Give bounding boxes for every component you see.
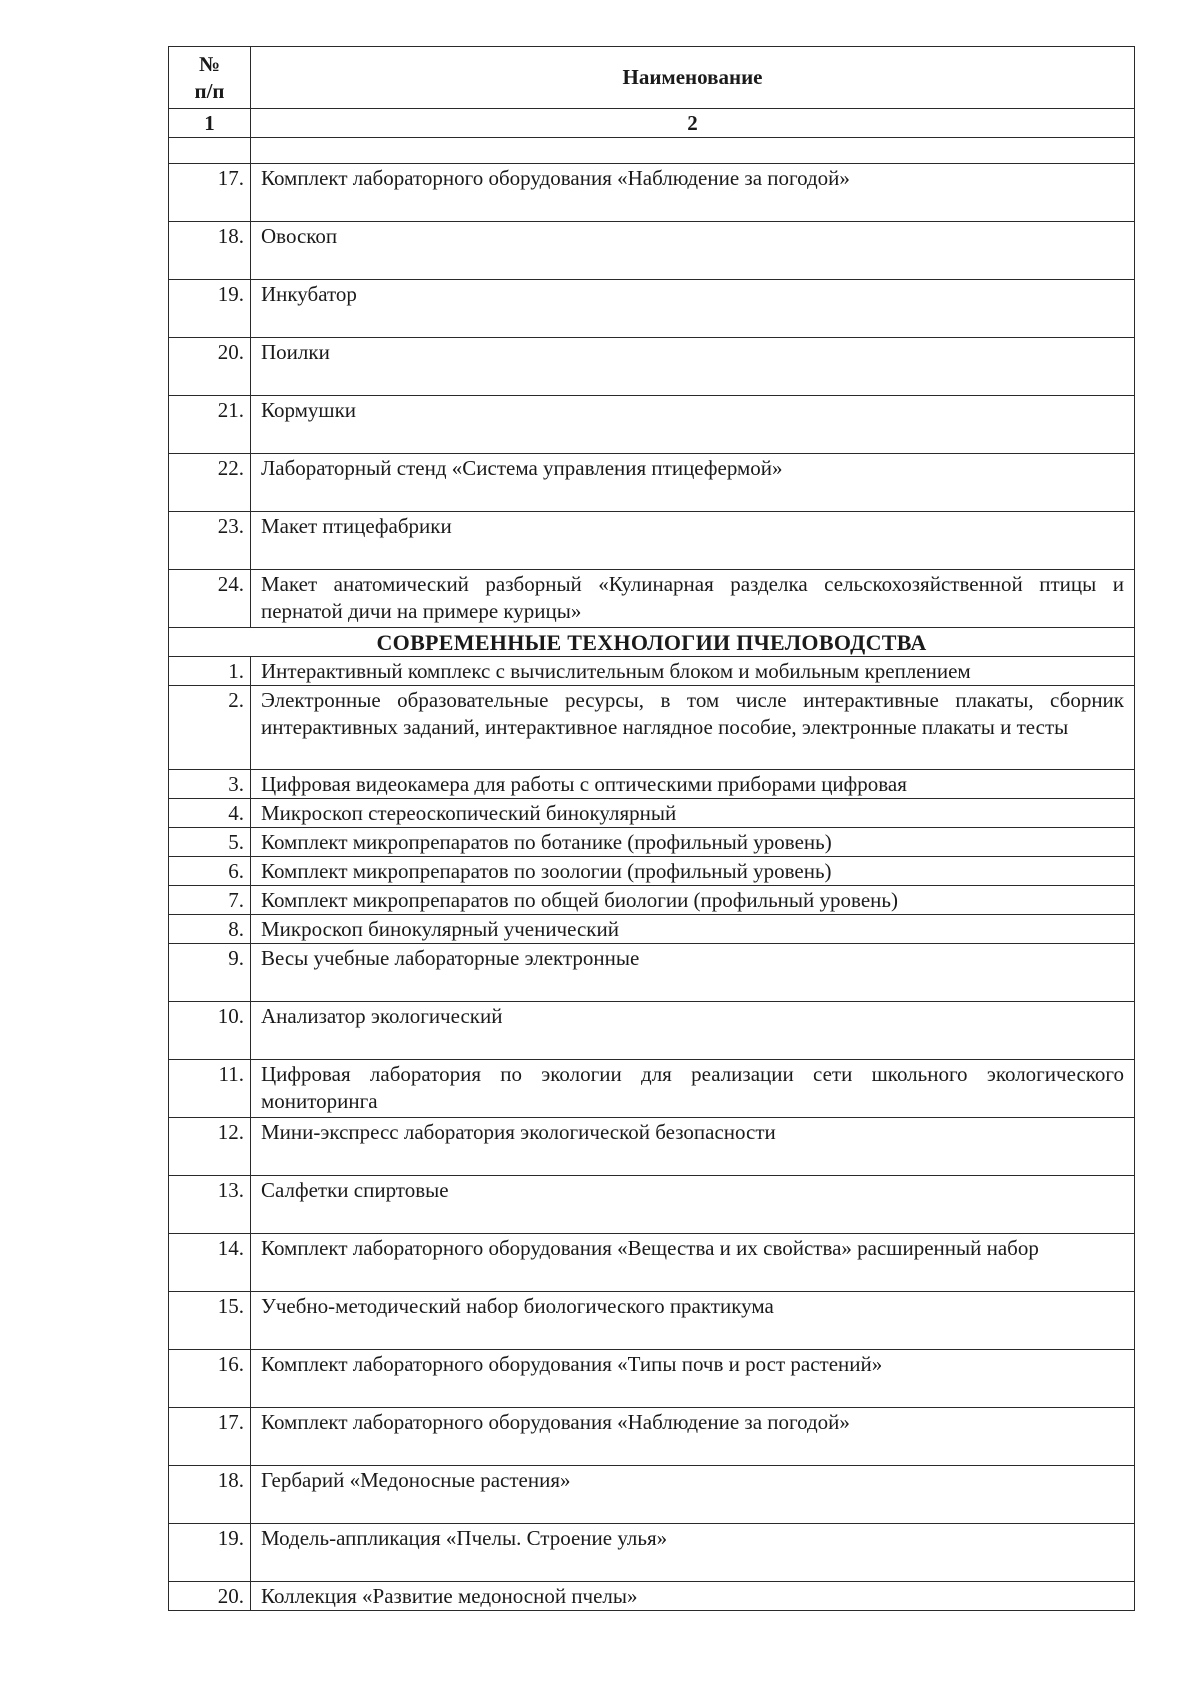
table-row xyxy=(169,1292,1135,1350)
row-name: Овоскоп xyxy=(251,222,1135,280)
table-row xyxy=(169,799,1135,828)
row-number: 11. xyxy=(169,1060,251,1118)
row-name: Мини-экспресс лаборатория экологической безопасности xyxy=(251,1118,1135,1176)
table-body xyxy=(169,138,1135,1611)
row-name: Модель-аппликация «Пчелы. Строение улья» xyxy=(251,1524,1135,1582)
row-number: 10. xyxy=(169,1002,251,1060)
row-number: 17. xyxy=(169,164,251,222)
row-name: Макет птицефабрики xyxy=(251,512,1135,570)
row-name: Весы учебные лабораторные электронные xyxy=(251,944,1135,1002)
table-row xyxy=(169,1582,1135,1611)
table-row xyxy=(169,1060,1135,1118)
table-row xyxy=(169,512,1135,570)
spacer-row xyxy=(169,138,1135,164)
row-name: Гербарий «Медоносные растения» xyxy=(251,1466,1135,1524)
row-number: 18. xyxy=(169,222,251,280)
row-name: Электронные образовательные ресурсы, в том числе интерактивные плакаты, сборник интерактивных заданий, интерактивное наглядное пособие, электронные плакаты и тесты xyxy=(251,686,1135,770)
table-row xyxy=(169,1118,1135,1176)
row-number: 22. xyxy=(169,454,251,512)
table-row xyxy=(169,222,1135,280)
row-number: 20. xyxy=(169,338,251,396)
table-row xyxy=(169,1466,1135,1524)
table-row xyxy=(169,280,1135,338)
row-name: Комплект лабораторного оборудования «Наблюдение за погодой» xyxy=(251,164,1135,222)
row-name: Комплект лабораторного оборудования «Вещества и их свойства» расширенный набор xyxy=(251,1234,1135,1292)
table-row xyxy=(169,944,1135,1002)
row-name: Инкубатор xyxy=(251,280,1135,338)
row-number: 21. xyxy=(169,396,251,454)
row-name: Комплект микропрепаратов по общей биологии (профильный уровень) xyxy=(251,886,1135,915)
table-row xyxy=(169,570,1135,628)
table-row xyxy=(169,828,1135,857)
table-row xyxy=(169,915,1135,944)
row-number: 8. xyxy=(169,915,251,944)
table-row xyxy=(169,770,1135,799)
row-number: 3. xyxy=(169,770,251,799)
row-name: Комплект лабораторного оборудования «Наблюдение за погодой» xyxy=(251,1408,1135,1466)
table-row xyxy=(169,686,1135,770)
section-row xyxy=(169,628,1135,657)
row-number: 13. xyxy=(169,1176,251,1234)
row-number: 19. xyxy=(169,280,251,338)
table-row xyxy=(169,1350,1135,1408)
row-name: Поилки xyxy=(251,338,1135,396)
row-number: 24. xyxy=(169,570,251,628)
row-name: Комплект микропрепаратов по ботанике (профильный уровень) xyxy=(251,828,1135,857)
row-name: Кормушки xyxy=(251,396,1135,454)
row-name: Цифровая лаборатория по экологии для реализации сети школьного экологического мониторинга xyxy=(251,1060,1135,1118)
row-name: Лабораторный стенд «Система управления птицефермой» xyxy=(251,454,1135,512)
table-row xyxy=(169,886,1135,915)
table-row xyxy=(169,1408,1135,1466)
row-name: Учебно-методический набор биологического практикума xyxy=(251,1292,1135,1350)
row-name: Коллекция «Развитие медоносной пчелы» xyxy=(251,1582,1135,1611)
row-name: Макет анатомический разборный «Кулинарная разделка сельскохозяйственной птицы и пернатой дичи на примере курицы» xyxy=(251,570,1135,628)
row-number: 12. xyxy=(169,1118,251,1176)
row-name: Микроскоп бинокулярный ученический xyxy=(251,915,1135,944)
row-number: 16. xyxy=(169,1350,251,1408)
equipment-table xyxy=(168,46,1135,1611)
table-row xyxy=(169,454,1135,512)
table-row xyxy=(169,1176,1135,1234)
row-number: 15. xyxy=(169,1292,251,1350)
row-number: 6. xyxy=(169,857,251,886)
header-num: № п/п xyxy=(169,47,251,109)
row-name: Анализатор экологический xyxy=(251,1002,1135,1060)
header-name: Наименование xyxy=(251,47,1135,109)
row-name: Салфетки спиртовые xyxy=(251,1176,1135,1234)
row-number: 17. xyxy=(169,1408,251,1466)
row-name: Интерактивный комплекс с вычислительным блоком и мобильным креплением xyxy=(251,657,1135,686)
row-number: 7. xyxy=(169,886,251,915)
row-number: 23. xyxy=(169,512,251,570)
row-number: 2. xyxy=(169,686,251,770)
table-row xyxy=(169,1002,1135,1060)
table-row xyxy=(169,857,1135,886)
row-number: 20. xyxy=(169,1582,251,1611)
table-row xyxy=(169,1524,1135,1582)
row-number: 1. xyxy=(169,657,251,686)
row-name: Микроскоп стереоскопический бинокулярный xyxy=(251,799,1135,828)
row-number: 19. xyxy=(169,1524,251,1582)
table-row xyxy=(169,338,1135,396)
row-number: 18. xyxy=(169,1466,251,1524)
row-number: 4. xyxy=(169,799,251,828)
table-row xyxy=(169,1234,1135,1292)
table-row xyxy=(169,657,1135,686)
row-name: Цифровая видеокамера для работы с оптическими приборами цифровая xyxy=(251,770,1135,799)
table-header-row xyxy=(169,47,1135,109)
table-row xyxy=(169,164,1135,222)
section-title: СОВРЕМЕННЫЕ ТЕХНОЛОГИИ ПЧЕЛОВОДСТВА xyxy=(169,628,1135,657)
row-number: 9. xyxy=(169,944,251,1002)
row-number: 5. xyxy=(169,828,251,857)
column-index-2: 2 xyxy=(251,109,1135,138)
row-name: Комплект лабораторного оборудования «Типы почв и рост растений» xyxy=(251,1350,1135,1408)
table-row xyxy=(169,396,1135,454)
column-index-1: 1 xyxy=(169,109,251,138)
row-name: Комплект микропрепаратов по зоологии (профильный уровень) xyxy=(251,857,1135,886)
column-index-row xyxy=(169,109,1135,138)
row-number: 14. xyxy=(169,1234,251,1292)
